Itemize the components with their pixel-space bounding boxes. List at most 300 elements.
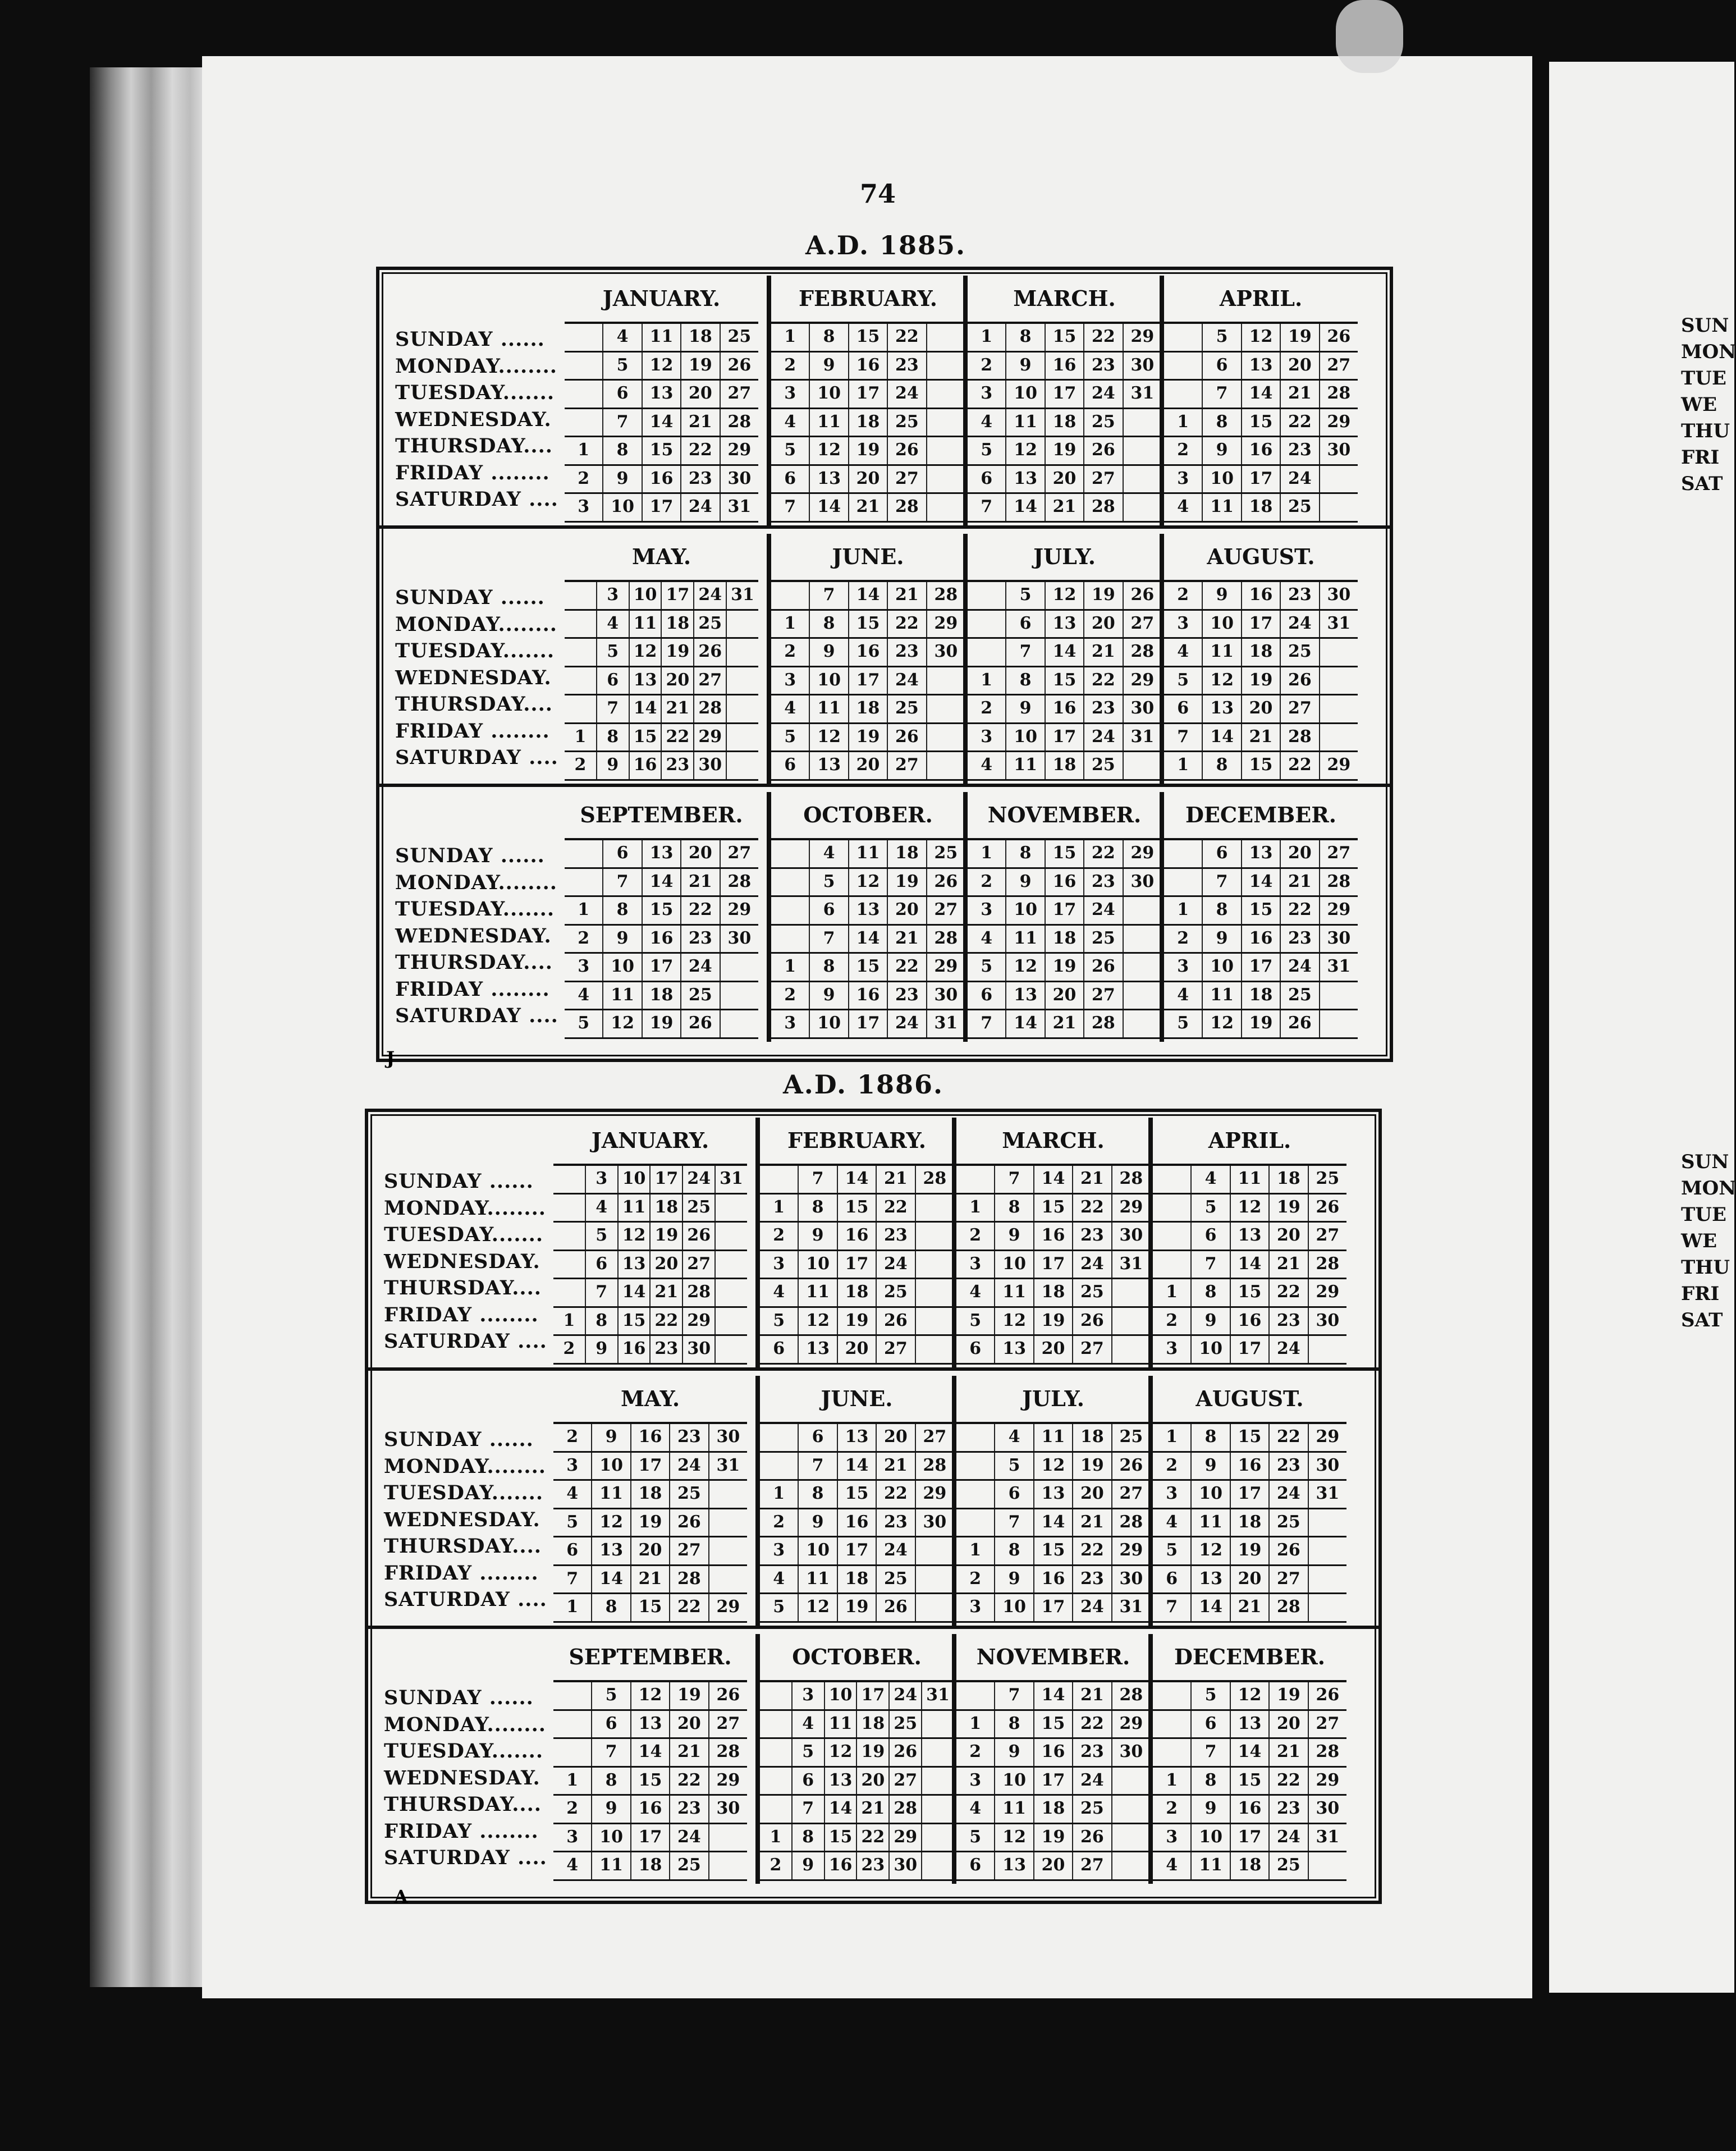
date-cell: 24 — [877, 1537, 915, 1564]
date-cell: 28 — [1327, 871, 1351, 891]
day-row — [1164, 840, 1358, 869]
date-cell: 16 — [849, 353, 888, 379]
quarter-1 — [368, 1118, 1378, 1371]
day-row — [956, 1824, 1150, 1853]
date-cell: 30 — [694, 752, 727, 779]
date-cell: 8 — [1203, 897, 1242, 924]
date-cell: 15 — [1034, 1711, 1073, 1738]
date-cell: 31 — [720, 1169, 743, 1188]
date-cell: 13 — [1231, 1223, 1270, 1250]
date-cell: 2 — [760, 1852, 793, 1879]
date-cell: 30 — [1119, 1742, 1143, 1761]
date-cell: 22 — [1084, 667, 1123, 694]
date-cell: 31 — [1119, 1597, 1143, 1617]
day-label: TUESDAY....... — [384, 1740, 544, 1763]
date-cell: 6 — [603, 840, 642, 867]
month-name: MARCH. — [956, 1118, 1150, 1166]
date-cell: 26 — [1073, 1308, 1112, 1335]
date-cell: 27 — [1073, 1336, 1112, 1363]
day-label-column — [395, 326, 569, 513]
date-cell: 14 — [1006, 1010, 1045, 1037]
date-cell: 30 — [1130, 871, 1155, 891]
day-row — [553, 1824, 747, 1853]
year-title-1886: A.D. 1886. — [783, 1069, 944, 1100]
date-cell: 10 — [630, 582, 662, 609]
month-name: APRIL. — [1164, 276, 1358, 324]
date-cell: 15 — [1046, 840, 1084, 867]
next-page-day-fragment: TUE — [1681, 367, 1726, 390]
date-cell: 1 — [771, 954, 810, 981]
date-cell: 29 — [694, 724, 727, 751]
date-cell: 5 — [586, 1223, 619, 1250]
date-cell: 21 — [1073, 1166, 1112, 1193]
day-row — [1153, 1481, 1346, 1509]
day-row — [956, 1537, 1150, 1566]
date-cell: 25 — [681, 982, 720, 1009]
date-cell: 4 — [1153, 1509, 1192, 1536]
date-cell: 4 — [760, 1566, 799, 1593]
date-cell: 10 — [1006, 724, 1045, 751]
date-cell: 22 — [888, 954, 927, 981]
date-cell: 4 — [771, 409, 810, 436]
date-cell: 13 — [643, 381, 681, 408]
date-cell: 24 — [1270, 1336, 1308, 1363]
date-cell: 5 — [1192, 1682, 1230, 1709]
date-cell: 6 — [1203, 353, 1242, 379]
date-cell — [760, 1711, 793, 1738]
date-cell: 9 — [1203, 926, 1242, 953]
date-cell: 24 — [1270, 1481, 1308, 1508]
date-cell: 3 — [1153, 1336, 1192, 1363]
day-row — [1153, 1251, 1346, 1280]
date-cell: 25 — [1084, 926, 1123, 953]
date-cell: 14 — [1192, 1594, 1230, 1621]
day-row — [968, 611, 1161, 639]
date-cell: 17 — [1034, 1594, 1073, 1621]
month-name: SEPTEMBER. — [553, 1634, 747, 1682]
date-cell — [916, 1195, 954, 1221]
date-cell: 15 — [849, 611, 888, 638]
day-label: SATURDAY .... — [395, 746, 558, 769]
date-cell: 6 — [810, 897, 849, 924]
date-cell: 4 — [760, 1279, 799, 1306]
day-row — [771, 494, 965, 523]
date-cell: 9 — [597, 752, 630, 779]
date-cell: 30 — [727, 928, 752, 948]
date-cell: 14 — [838, 1166, 877, 1193]
date-cell: 17 — [849, 1010, 888, 1037]
day-row — [760, 1279, 954, 1308]
date-cell: 5 — [1153, 1537, 1192, 1564]
date-cell: 10 — [995, 1768, 1034, 1795]
date-cell: 9 — [1006, 695, 1045, 722]
date-cell: 21 — [681, 409, 720, 436]
date-cell: 5 — [592, 1682, 631, 1709]
date-cell: 29 — [1130, 670, 1155, 690]
day-row — [565, 639, 758, 667]
date-cell: 18 — [1270, 1166, 1308, 1193]
date-cell: 18 — [849, 409, 888, 436]
date-cell: 30 — [1119, 1225, 1143, 1245]
day-label: FRIDAY ........ — [384, 1819, 539, 1843]
date-cell: 8 — [586, 1308, 619, 1335]
month-column — [1148, 1634, 1346, 1884]
date-cell: 1 — [760, 1481, 799, 1508]
date-cell — [760, 1796, 793, 1823]
date-cell: 20 — [888, 897, 927, 924]
date-cell — [1309, 1566, 1346, 1593]
date-cell: 20 — [1034, 1852, 1073, 1879]
day-label: MONDAY........ — [384, 1196, 546, 1220]
date-cell: 31 — [1316, 1827, 1340, 1847]
date-cell: 8 — [810, 954, 849, 981]
date-cell: 12 — [592, 1509, 631, 1536]
day-row — [968, 695, 1161, 724]
date-cell — [716, 1279, 747, 1306]
date-cell: 21 — [888, 582, 927, 609]
date-cell — [553, 1279, 586, 1306]
day-row — [771, 724, 965, 753]
day-label: WEDNESDAY. — [384, 1508, 541, 1531]
date-cell — [760, 1453, 799, 1480]
date-cell: 8 — [995, 1537, 1034, 1564]
date-cell — [771, 869, 810, 896]
date-cell: 21 — [1084, 639, 1123, 666]
date-cell: 24 — [888, 381, 927, 408]
date-cell: 19 — [1270, 1195, 1308, 1221]
date-cell: 7 — [968, 1010, 1006, 1037]
day-label: THURSDAY.... — [384, 1793, 542, 1816]
day-row — [968, 982, 1161, 1011]
day-row — [956, 1682, 1150, 1711]
date-cell: 22 — [1084, 840, 1123, 867]
day-row — [1153, 1796, 1346, 1824]
date-cell: 10 — [1006, 897, 1045, 924]
day-row — [553, 1481, 747, 1509]
date-cell: 12 — [1046, 582, 1084, 609]
date-cell — [1164, 381, 1203, 408]
date-cell: 30 — [716, 1798, 740, 1818]
date-cell: 14 — [1242, 869, 1281, 896]
date-cell: 26 — [1327, 327, 1351, 346]
date-cell: 8 — [592, 1768, 631, 1795]
date-cell: 9 — [995, 1223, 1034, 1250]
day-row — [565, 869, 758, 898]
date-cell: 24 — [670, 1824, 709, 1851]
date-cell: 27 — [877, 1336, 915, 1363]
day-label: SUNDAY ...... — [395, 328, 545, 351]
date-cell: 7 — [771, 494, 810, 521]
date-cell: 17 — [1231, 1336, 1270, 1363]
date-cell: 29 — [934, 956, 958, 976]
date-cell: 24 — [1084, 381, 1123, 408]
date-cell: 20 — [670, 1711, 709, 1738]
date-cell — [1153, 1223, 1192, 1250]
date-cell — [922, 1796, 954, 1823]
day-label: MONDAY........ — [395, 354, 557, 378]
date-cell: 5 — [956, 1308, 995, 1335]
date-cell: 2 — [553, 1424, 592, 1451]
date-cell: 29 — [727, 900, 752, 919]
date-cell — [968, 639, 1006, 666]
date-cell: 2 — [1153, 1308, 1192, 1335]
date-cell: 18 — [681, 324, 720, 351]
date-cell: 7 — [1203, 869, 1242, 896]
date-cell: 13 — [619, 1251, 651, 1278]
date-cell: 2 — [956, 1223, 995, 1250]
date-cell: 24 — [1073, 1251, 1112, 1278]
date-cell: 7 — [810, 582, 849, 609]
date-cell: 8 — [810, 611, 849, 638]
date-cell: 14 — [1046, 639, 1084, 666]
date-cell: 11 — [849, 840, 888, 867]
date-cell: 25 — [694, 611, 727, 638]
day-label: SATURDAY .... — [384, 1846, 547, 1869]
date-cell: 12 — [643, 353, 681, 379]
day-row — [565, 494, 758, 523]
date-cell: 13 — [1006, 982, 1045, 1009]
date-cell — [760, 1424, 799, 1451]
day-row — [968, 840, 1161, 869]
date-cell: 30 — [934, 642, 958, 661]
day-row — [771, 466, 965, 495]
date-cell: 3 — [565, 954, 603, 981]
date-cell: 29 — [716, 1597, 740, 1617]
date-cell — [1164, 869, 1203, 896]
date-cell: 22 — [888, 611, 927, 638]
day-row — [956, 1711, 1150, 1740]
date-cell — [927, 409, 965, 436]
date-cell — [1320, 724, 1358, 751]
date-cell — [916, 1566, 954, 1593]
date-cell — [1153, 1195, 1192, 1221]
day-row — [1164, 926, 1358, 954]
date-cell — [727, 611, 758, 638]
month-column — [1160, 792, 1358, 1042]
date-cell: 25 — [1281, 639, 1320, 666]
day-label-column — [384, 1426, 558, 1613]
day-row — [1164, 982, 1358, 1011]
day-label: FRIDAY ........ — [395, 977, 550, 1001]
date-cell: 24 — [683, 1166, 716, 1193]
date-cell: 28 — [1130, 642, 1155, 661]
year-title-1885: A.D. 1885. — [805, 230, 967, 260]
date-cell — [927, 752, 965, 779]
date-cell: 25 — [1084, 752, 1123, 779]
date-cell: 4 — [1153, 1852, 1192, 1879]
date-cell: 13 — [1006, 466, 1045, 493]
date-cell: 27 — [694, 667, 727, 694]
date-cell: 21 — [670, 1739, 709, 1766]
day-row — [1153, 1739, 1346, 1768]
day-row — [553, 1682, 747, 1711]
date-cell: 7 — [793, 1796, 825, 1823]
date-cell: 4 — [995, 1424, 1034, 1451]
date-cell: 1 — [956, 1537, 995, 1564]
date-cell: 9 — [1192, 1453, 1230, 1480]
date-cell: 27 — [1084, 466, 1123, 493]
day-row — [771, 639, 965, 667]
month-name: JANUARY. — [553, 1118, 747, 1166]
date-cell: 10 — [995, 1251, 1034, 1278]
date-cell: 16 — [643, 466, 681, 493]
date-cell: 23 — [888, 353, 927, 379]
day-row — [968, 466, 1161, 495]
date-cell: 7 — [1153, 1594, 1192, 1621]
date-cell: 17 — [1046, 724, 1084, 751]
date-cell — [1112, 1852, 1150, 1879]
date-cell: 2 — [956, 1566, 995, 1593]
date-cell: 27 — [1270, 1566, 1308, 1593]
date-cell: 4 — [968, 409, 1006, 436]
date-cell: 20 — [1270, 1223, 1308, 1250]
day-row — [968, 724, 1161, 753]
day-row — [771, 695, 965, 724]
date-cell: 19 — [681, 353, 720, 379]
date-cell — [1153, 1711, 1192, 1738]
date-cell: 21 — [1231, 1594, 1270, 1621]
day-row — [760, 1796, 954, 1824]
date-cell: 20 — [1073, 1481, 1112, 1508]
date-cell: 18 — [1046, 752, 1084, 779]
date-cell: 14 — [1203, 724, 1242, 751]
date-cell: 20 — [1281, 840, 1320, 867]
date-cell: 3 — [771, 667, 810, 694]
date-cell: 20 — [1231, 1566, 1270, 1593]
date-cell: 5 — [1006, 582, 1045, 609]
date-cell: 6 — [956, 1336, 995, 1363]
date-cell: 4 — [771, 695, 810, 722]
date-cell: 5 — [771, 437, 810, 464]
date-cell — [927, 353, 965, 379]
date-cell: 5 — [760, 1594, 799, 1621]
date-cell: 19 — [1034, 1824, 1073, 1851]
day-label: MONDAY........ — [395, 612, 557, 636]
day-label: WEDNESDAY. — [384, 1766, 541, 1790]
date-cell: 29 — [934, 613, 958, 633]
date-cell: 15 — [643, 897, 681, 924]
date-cell: 13 — [995, 1852, 1034, 1879]
date-cell: 2 — [771, 353, 810, 379]
date-cell: 16 — [1046, 353, 1084, 379]
day-row — [760, 1739, 954, 1768]
date-cell: 23 — [651, 1336, 683, 1363]
date-cell: 17 — [1046, 897, 1084, 924]
day-label: MONDAY........ — [384, 1454, 546, 1478]
day-row — [956, 1852, 1150, 1881]
month-column — [565, 276, 758, 525]
date-cell: 29 — [923, 1484, 947, 1503]
date-cell — [1153, 1251, 1192, 1278]
month-column — [1148, 1118, 1346, 1367]
date-cell: 11 — [1203, 494, 1242, 521]
day-label: SUNDAY ...... — [384, 1428, 534, 1451]
date-cell: 9 — [810, 639, 849, 666]
date-cell: 15 — [838, 1481, 877, 1508]
date-cell: 19 — [1281, 324, 1320, 351]
date-cell: 19 — [838, 1594, 877, 1621]
date-cell — [727, 639, 758, 666]
date-cell: 14 — [619, 1279, 651, 1306]
date-cell: 23 — [681, 466, 720, 493]
date-cell: 3 — [1153, 1481, 1192, 1508]
day-row — [760, 1336, 954, 1365]
date-cell: 3 — [1164, 611, 1203, 638]
day-row — [1164, 695, 1358, 724]
date-cell: 16 — [631, 1424, 670, 1451]
date-cell: 6 — [1164, 695, 1203, 722]
date-cell: 18 — [857, 1711, 890, 1738]
month-column — [755, 1634, 954, 1884]
date-cell: 22 — [670, 1768, 709, 1795]
next-page-day-fragment: THU — [1681, 1256, 1730, 1279]
date-cell: 28 — [923, 1169, 947, 1188]
day-row — [771, 353, 965, 381]
date-cell: 22 — [670, 1594, 709, 1621]
date-cell: 1 — [565, 897, 603, 924]
date-cell: 13 — [630, 667, 662, 694]
date-cell: 21 — [1270, 1739, 1308, 1766]
date-cell: 18 — [849, 695, 888, 722]
date-cell: 9 — [1192, 1308, 1230, 1335]
date-cell: 11 — [799, 1566, 837, 1593]
date-cell: 6 — [1203, 840, 1242, 867]
day-label: FRIDAY ........ — [395, 719, 550, 743]
date-cell: 5 — [956, 1824, 995, 1851]
date-cell — [565, 409, 603, 436]
date-cell: 7 — [603, 869, 642, 896]
date-cell: 18 — [1242, 639, 1281, 666]
day-row — [1153, 1711, 1346, 1740]
date-cell: 11 — [1203, 982, 1242, 1009]
date-cell: 22 — [1281, 897, 1320, 924]
date-cell: 7 — [995, 1682, 1034, 1709]
date-cell: 20 — [1046, 466, 1084, 493]
day-row — [1153, 1824, 1346, 1853]
date-cell: 30 — [1130, 698, 1155, 718]
day-row — [956, 1195, 1150, 1223]
date-cell: 30 — [1316, 1455, 1340, 1475]
date-cell: 8 — [597, 724, 630, 751]
date-cell: 31 — [1130, 383, 1155, 403]
date-cell: 9 — [586, 1336, 619, 1363]
day-row — [565, 582, 758, 611]
day-row — [565, 724, 758, 753]
date-cell — [1320, 982, 1358, 1009]
date-cell: 15 — [1242, 752, 1281, 779]
day-row — [1164, 466, 1358, 495]
date-cell: 19 — [838, 1308, 877, 1335]
date-cell: 3 — [1164, 466, 1203, 493]
date-cell: 1 — [760, 1824, 793, 1851]
date-cell: 3 — [565, 494, 603, 521]
day-row — [1153, 1424, 1346, 1453]
date-cell — [716, 1223, 747, 1250]
month-name: DECEMBER. — [1164, 792, 1358, 840]
date-cell: 21 — [849, 494, 888, 521]
date-cell: 4 — [1164, 639, 1203, 666]
date-cell: 10 — [603, 494, 642, 521]
date-cell — [709, 1481, 747, 1508]
day-row — [1164, 381, 1358, 409]
date-cell: 30 — [683, 1336, 716, 1363]
date-cell: 3 — [956, 1768, 995, 1795]
date-cell: 2 — [1164, 582, 1203, 609]
date-cell: 1 — [1164, 752, 1203, 779]
day-row — [760, 1195, 954, 1223]
date-cell: 5 — [810, 869, 849, 896]
date-cell: 17 — [631, 1453, 670, 1480]
